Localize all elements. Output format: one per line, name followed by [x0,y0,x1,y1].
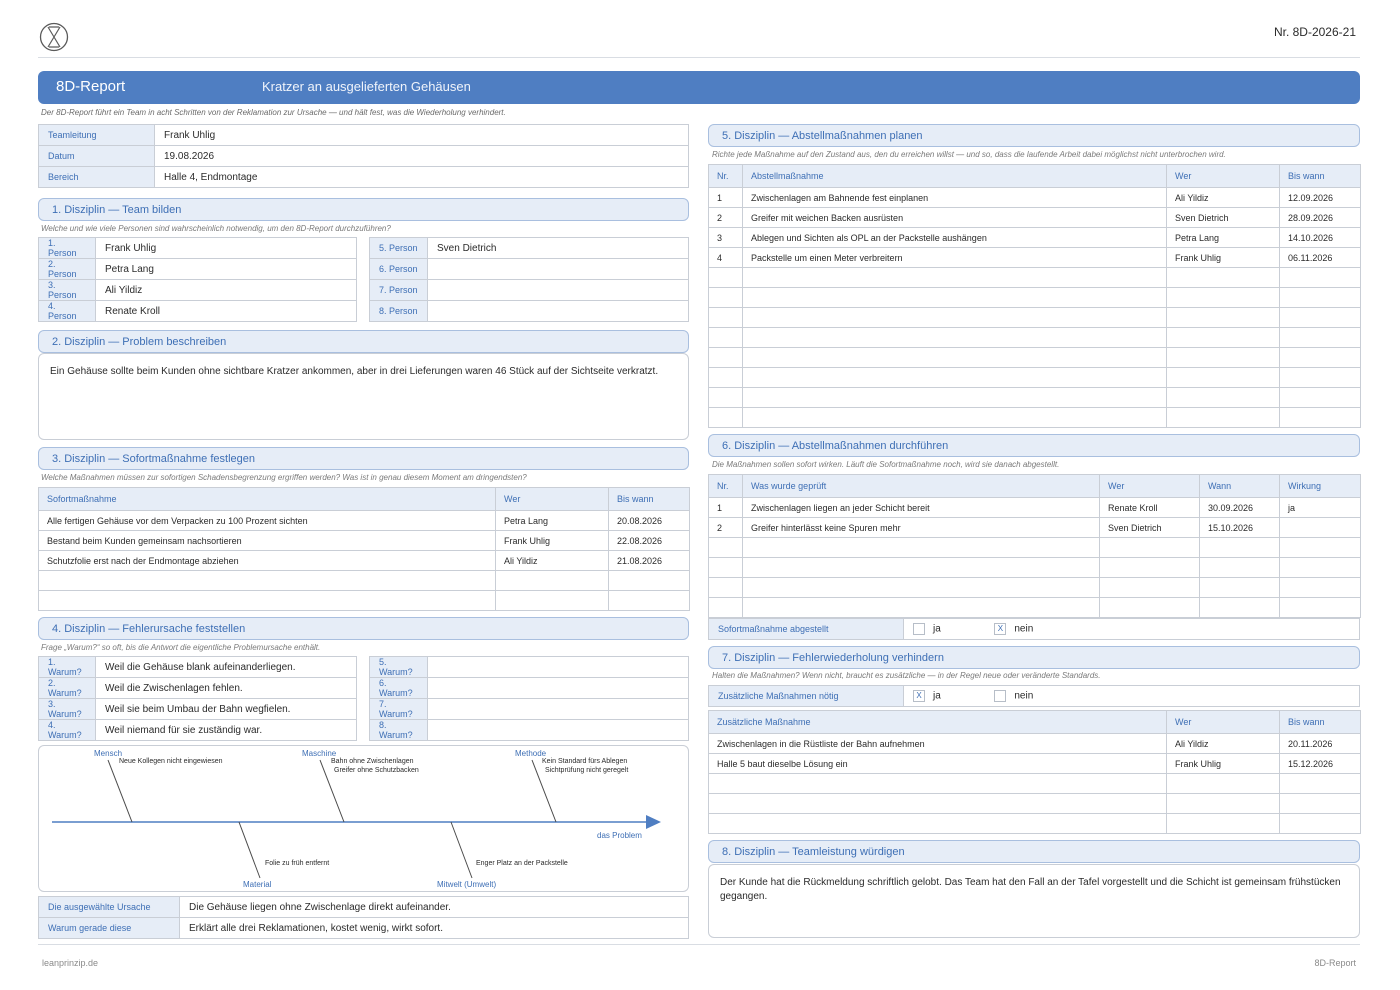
result-value[interactable]: Erklärt alle drei Reklamationen, kostet wenig, wirkt sofort. [180,918,689,939]
table-cell[interactable]: Halle 5 baut dieselbe Lösung ein [709,754,1167,774]
table-cell[interactable] [709,774,1167,794]
column-header: Wer [1167,165,1280,188]
table-cell[interactable] [1280,558,1361,578]
column-header: Bis wann [1280,165,1361,188]
bottom-divider [38,944,1360,945]
category-mensch: Mensch [94,749,123,758]
table-row [709,558,1361,578]
effect-label: das Problem [597,831,642,840]
table-cell[interactable]: Ali Yildiz [496,551,609,571]
section-d4-header: 4. Disziplin — Fehlerursache feststellen [38,617,689,640]
table-header-row [709,165,1361,188]
column-header: Zusätzliche Maßnahme [709,711,1167,734]
table-cell[interactable] [709,308,743,328]
section-d2-header: 2. Disziplin — Problem beschreiben [38,330,689,353]
d6-table [708,474,1361,618]
fishbone-diagram [38,745,689,892]
table-cell[interactable] [709,538,743,558]
table-row [709,498,1361,518]
why-value[interactable] [428,699,689,720]
table-row [709,734,1361,754]
column-header: Was wurde geprüft [743,475,1100,498]
why-label: 7. Warum? [370,699,428,720]
why-label: 8. Warum? [370,720,428,741]
table-cell[interactable]: 2 [709,518,743,538]
person-label: 5. Person [370,238,428,259]
column-header: Wirkung [1280,475,1361,498]
table-cell[interactable]: 06.11.2026 [1280,248,1361,268]
d7-needed-row [708,685,1360,707]
needed-options [904,686,1360,707]
table-cell[interactable] [609,571,690,591]
table-row [39,531,690,551]
table-header-row [709,475,1361,498]
table-cell[interactable] [743,268,1167,288]
cause-result-table [38,896,689,939]
checkbox-no[interactable] [994,690,1006,702]
table-row [709,408,1361,428]
table-cell[interactable] [743,288,1167,308]
table-cell[interactable] [709,268,743,288]
why-value[interactable]: Weil die Gehäuse blank aufeinanderliegen. [96,657,357,678]
person-value[interactable] [428,259,689,280]
table-row [39,551,690,571]
table-cell[interactable] [709,598,743,618]
why-label: 6. Warum? [370,678,428,699]
table-cell[interactable] [743,598,1100,618]
meta-value[interactable]: Frank Uhlig [155,125,689,146]
table-cell[interactable]: Bestand beim Kunden gemeinsam nachsortieren [39,531,496,551]
cause-methode-1: Kein Standard fürs Ablegen [542,758,628,765]
table-cell[interactable] [1280,774,1361,794]
table-cell[interactable] [1167,308,1280,328]
person-value[interactable]: Frank Uhlig [96,238,357,259]
section-d6-header: 6. Disziplin — Abstellmaßnahmen durchführen [708,434,1360,457]
stopped-label: Sofortmaßnahme abgestellt [709,619,904,640]
table-cell[interactable] [1167,408,1280,428]
cause-mensch: Neue Kollegen nicht eingewiesen [119,758,223,765]
table-cell[interactable] [743,328,1167,348]
column-header: Wer [1167,711,1280,734]
table-cell[interactable]: Packstelle um einen Meter verbreitern [743,248,1167,268]
d1-hint: Welche und wie viele Personen sind wahrscheinlich notwendig, um den 8D-Report durchzuführen? [41,224,391,233]
table-cell[interactable] [1280,368,1361,388]
table-cell[interactable]: 1 [709,188,743,208]
category-methode: Methode [515,749,547,758]
table-cell[interactable]: 2 [709,208,743,228]
table-cell[interactable] [1167,328,1280,348]
table-row [39,591,690,611]
table-cell[interactable] [1200,558,1280,578]
cause-material: Folie zu früh entfernt [265,860,330,867]
table-cell[interactable] [709,388,743,408]
column-header: Nr. [709,475,743,498]
table-cell[interactable] [1280,814,1361,834]
table-cell[interactable] [1280,308,1361,328]
table-cell[interactable]: Ablegen und Sichten als OPL an der Packstelle aushängen [743,228,1167,248]
table-header-row [39,488,690,511]
table-cell[interactable] [1100,538,1200,558]
table-cell[interactable]: Ali Yildiz [1167,734,1280,754]
table-cell[interactable] [1200,538,1280,558]
table-cell[interactable] [1167,368,1280,388]
team-table-left [38,237,357,322]
d7-hint: Halten die Maßnahmen? Wenn nicht, braucht es zusätzliche — in der Regel neue oder veränderte Standards. [712,671,1101,680]
table-row [709,268,1361,288]
person-label: 3. Person [39,280,96,301]
footer-doc-name: 8D-Report [1314,958,1356,968]
why-label: 1. Warum? [39,657,96,678]
checkbox-no[interactable]: X [994,623,1006,635]
table-cell[interactable]: Ali Yildiz [1167,188,1280,208]
table-cell[interactable] [709,288,743,308]
d6-hint: Die Maßnahmen sollen sofort wirken. Läuft die Sofortmaßnahme noch, wird sie danach abgestellt. [712,460,1060,469]
table-cell[interactable] [709,348,743,368]
table-row [709,794,1361,814]
table-row [39,511,690,531]
table-cell[interactable]: Schutzfolie erst nach der Endmontage abziehen [39,551,496,571]
table-cell[interactable]: 1 [709,498,743,518]
table-cell[interactable] [1280,348,1361,368]
table-cell[interactable]: 14.10.2026 [1280,228,1361,248]
why-value[interactable] [428,678,689,699]
section-d8-header: 8. Disziplin — Teamleistung würdigen [708,840,1360,863]
option-no-label: nein [1014,690,1034,702]
meta-table [38,124,689,188]
column-header: Nr. [709,165,743,188]
option-yes-label: ja [933,623,941,635]
logo-icon [38,22,70,52]
table-cell[interactable] [1280,518,1361,538]
table-row [709,348,1361,368]
spine-arrowhead [646,815,661,829]
person-label: 2. Person [39,259,96,280]
table-cell[interactable] [1167,268,1280,288]
meta-key: Bereich [39,167,155,188]
why-value[interactable]: Weil sie beim Umbau der Bahn wegfielen. [96,699,357,720]
table-header-row [709,711,1361,734]
table-cell[interactable] [1200,598,1280,618]
d5-hint: Richte jede Maßnahme auf den Zustand aus, den du erreichen willst — und so, dass die laufende Arbeit dabei möglichst nicht unterbrochen wird. [712,150,1226,159]
team-table-right [369,237,689,322]
category-mitwelt: Mitwelt (Umwelt) [437,880,497,889]
table-cell[interactable] [709,328,743,348]
bone-material [239,822,260,878]
table-row [709,774,1361,794]
table-row [39,571,690,591]
document-number: Nr. 8D-2026-21 [1273,25,1356,39]
option-yes-label: ja [933,690,941,702]
table-cell[interactable] [743,348,1167,368]
table-row [709,368,1361,388]
d7-table [708,710,1361,834]
table-cell[interactable] [743,408,1167,428]
section-d5-header: 5. Disziplin — Abstellmaßnahmen planen [708,124,1360,147]
table-cell[interactable] [1167,348,1280,368]
table-cell[interactable] [1280,388,1361,408]
table-cell[interactable] [1167,388,1280,408]
report-subtitle: Kratzer an ausgelieferten Gehäusen [262,79,471,94]
person-label: 7. Person [370,280,428,301]
table-cell[interactable] [1280,328,1361,348]
table-cell[interactable] [39,571,496,591]
table-cell[interactable]: 20.08.2026 [609,511,690,531]
d4-hint: Frage „Warum?“ so oft, bis die Antwort die eigentliche Problemursache enthält. [41,643,321,652]
table-row [709,228,1361,248]
meta-key: Teamleitung [39,125,155,146]
table-row [709,188,1361,208]
table-cell[interactable]: Alle fertigen Gehäuse vor dem Verpacken zu 100 Prozent sichten [39,511,496,531]
why-value[interactable]: Weil die Zwischenlagen fehlen. [96,678,357,699]
table-cell[interactable] [709,794,1167,814]
person-label: 1. Person [39,238,96,259]
person-value[interactable]: Petra Lang [96,259,357,280]
table-cell[interactable] [709,578,743,598]
table-row [709,814,1361,834]
table-cell[interactable]: Zwischenlagen am Bahnende fest einplanen [743,188,1167,208]
table-row [709,288,1361,308]
checkbox-yes[interactable] [913,623,925,635]
table-cell[interactable]: Petra Lang [496,511,609,531]
report-title: 8D-Report [56,78,126,95]
table-cell[interactable]: 30.09.2026 [1200,498,1280,518]
table-cell[interactable] [709,408,743,428]
table-cell[interactable] [743,558,1100,578]
column-header: Sofortmaßnahme [39,488,496,511]
why-label: 4. Warum? [39,720,96,741]
table-cell[interactable] [743,368,1167,388]
table-cell[interactable] [1280,598,1361,618]
why-value[interactable] [428,720,689,741]
table-cell[interactable]: 12.09.2026 [1280,188,1361,208]
problem-description[interactable]: Ein Gehäuse sollte beim Kunden ohne sichtbare Kratzer ankommen, aber in drei Lieferungen waren 46 Stück auf der Sichtseite verkratzt. [38,353,689,440]
footer-website: leanprinzip.de [42,958,99,968]
table-cell[interactable]: 4 [709,248,743,268]
table-cell[interactable] [1280,288,1361,308]
checkbox-yes[interactable]: X [913,690,925,702]
person-value[interactable] [428,280,689,301]
d6-stopped-row [708,618,1360,640]
table-cell[interactable]: Zwischenlagen in die Rüstliste der Bahn aufnehmen [709,734,1167,754]
table-cell[interactable]: Petra Lang [1167,228,1280,248]
cause-methode-2: Sichtprüfung nicht geregelt [545,767,629,774]
table-row [709,598,1361,618]
team-recognition-text[interactable]: Der Kunde hat die Rückmeldung schriftlich gelobt. Das Team hat den Fall an der Tafel vorgestellt und die Schicht ist gemeinsam frühstücken gegangen. [708,864,1360,938]
why-label: 5. Warum? [370,657,428,678]
table-cell[interactable] [1280,408,1361,428]
table-cell[interactable]: Greifer mit weichen Backen ausrüsten [743,208,1167,228]
table-cell[interactable]: 20.11.2026 [1280,734,1361,754]
person-value[interactable]: Sven Dietrich [428,238,689,259]
column-header: Bis wann [1280,711,1361,734]
section-d3-header: 3. Disziplin — Sofortmaßnahme festlegen [38,447,689,470]
table-cell[interactable]: 15.12.2026 [1280,754,1361,774]
needed-label: Zusätzliche Maßnahmen nötig [709,686,904,707]
table-cell[interactable]: 28.09.2026 [1280,208,1361,228]
table-cell[interactable] [39,591,496,611]
table-cell[interactable] [743,308,1167,328]
intro-text: Der 8D-Report führt ein Team in acht Schritten von der Reklamation zur Ursache — und hält fest, was die Wiederholung verhindert. [41,108,506,117]
meta-key: Datum [39,146,155,167]
person-value[interactable]: Ali Yildiz [96,280,357,301]
table-cell[interactable] [709,558,743,578]
table-row [709,754,1361,774]
table-cell[interactable] [743,578,1100,598]
table-row [709,308,1361,328]
section-d1-header: 1. Disziplin — Team bilden [38,198,689,221]
top-divider [38,57,1360,58]
option-no-label: nein [1014,623,1034,635]
table-cell[interactable]: 22.08.2026 [609,531,690,551]
bone-mensch [108,760,132,822]
result-key: Die ausgewählte Ursache [39,897,180,918]
d3-hint: Welche Maßnahmen müssen zur sofortigen Schadensbegrenzung ergriffen werden? Was ist in genau diesem Moment am dringendsten? [41,473,527,482]
meta-value[interactable]: Halle 4, Endmontage [155,167,689,188]
column-header: Wer [1100,475,1200,498]
table-cell[interactable] [1167,794,1280,814]
person-value[interactable] [428,301,689,322]
d5-table [708,164,1361,428]
person-label: 6. Person [370,259,428,280]
table-cell[interactable]: ja [1280,498,1361,518]
table-cell[interactable] [1280,268,1361,288]
table-cell[interactable]: Frank Uhlig [1167,248,1280,268]
category-material: Material [243,880,272,889]
table-cell[interactable] [1100,598,1200,618]
table-cell[interactable] [496,591,609,611]
result-key: Warum gerade diese [39,918,180,939]
table-row [709,388,1361,408]
table-cell[interactable]: Sven Dietrich [1167,208,1280,228]
table-cell[interactable] [743,388,1167,408]
why-value[interactable]: Weil niemand für sie zuständig war. [96,720,357,741]
why-value[interactable] [428,657,689,678]
table-cell[interactable] [743,538,1100,558]
d3-table [38,487,690,611]
table-row [709,328,1361,348]
category-maschine: Maschine [302,749,337,758]
table-cell[interactable] [1280,578,1361,598]
person-label: 8. Person [370,301,428,322]
table-cell[interactable]: 21.08.2026 [609,551,690,571]
table-cell[interactable]: Greifer hinterlässt keine Spuren mehr [743,518,1100,538]
table-cell[interactable]: Sven Dietrich [1100,518,1200,538]
table-row [709,578,1361,598]
table-cell[interactable] [709,368,743,388]
table-cell[interactable] [1167,774,1280,794]
table-cell[interactable]: 15.10.2026 [1200,518,1280,538]
table-cell[interactable] [1167,814,1280,834]
why-label: 3. Warum? [39,699,96,720]
column-header: Abstellmaßnahme [743,165,1167,188]
table-cell[interactable]: Renate Kroll [1100,498,1200,518]
section-d7-header: 7. Disziplin — Fehlerwiederholung verhindern [708,646,1360,669]
table-row [709,208,1361,228]
table-cell[interactable] [496,571,609,591]
cause-maschine-2: Greifer ohne Schutzbacken [334,767,419,774]
table-cell[interactable] [1100,558,1200,578]
table-cell[interactable]: Frank Uhlig [496,531,609,551]
stopped-options [904,619,1360,640]
person-value[interactable]: Renate Kroll [96,301,357,322]
table-row [709,518,1361,538]
why-table-right [369,656,689,741]
title-banner [38,71,1360,104]
cause-mitwelt: Enger Platz an der Packstelle [476,860,568,867]
table-row [709,248,1361,268]
table-row [709,538,1361,558]
table-cell[interactable] [1280,538,1361,558]
person-label: 4. Person [39,301,96,322]
table-cell[interactable]: 3 [709,228,743,248]
bone-mitwelt [451,822,472,878]
column-header: Wann [1200,475,1280,498]
table-cell[interactable] [1280,794,1361,814]
table-cell[interactable]: Zwischenlagen liegen an jeder Schicht bereit [743,498,1100,518]
table-cell[interactable] [1100,578,1200,598]
why-label: 2. Warum? [39,678,96,699]
column-header: Bis wann [609,488,690,511]
why-table-left [38,656,357,741]
meta-value[interactable]: 19.08.2026 [155,146,689,167]
table-cell[interactable]: Frank Uhlig [1167,754,1280,774]
table-cell[interactable] [609,591,690,611]
table-cell[interactable] [1167,288,1280,308]
cause-maschine-1: Bahn ohne Zwischenlagen [331,758,414,765]
table-cell[interactable] [709,814,1167,834]
column-header: Wer [496,488,609,511]
result-value[interactable]: Die Gehäuse liegen ohne Zwischenlage direkt aufeinander. [180,897,689,918]
table-cell[interactable] [1200,578,1280,598]
